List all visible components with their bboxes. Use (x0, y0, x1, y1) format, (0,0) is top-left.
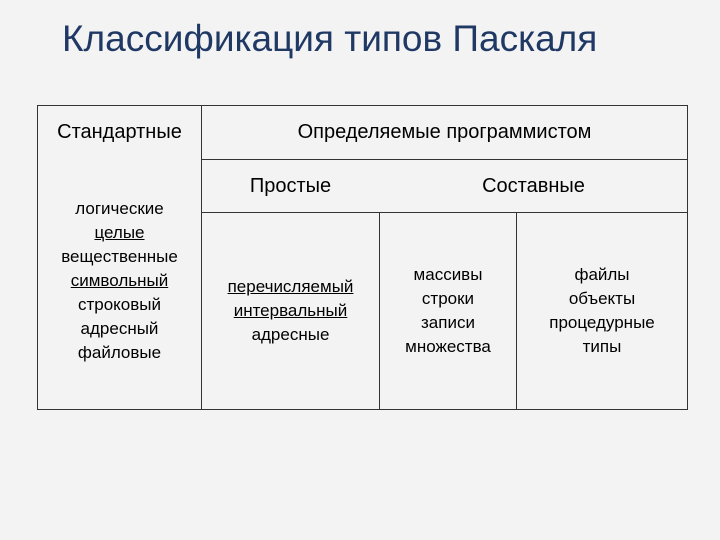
composite-types-list-1 (380, 213, 516, 409)
composite-types-list-2 (517, 213, 687, 409)
list-item: целые (94, 223, 145, 242)
list-item: массивы (413, 265, 483, 284)
list-item: перечисляемый (227, 277, 354, 296)
list-item: строки (421, 289, 475, 308)
list-item: записи (421, 313, 475, 332)
list-item: файлы (574, 265, 630, 284)
header-user-defined: Определяемые программистом (297, 121, 592, 143)
list-item: интервальный (233, 301, 348, 320)
list-item: файловые (77, 343, 162, 362)
slide-title: Классификация типов Паскаля (62, 18, 598, 59)
header-standard: Стандартные (57, 121, 182, 143)
list-item: строковый (77, 295, 161, 314)
simple-types-list (202, 213, 379, 409)
list-item: вещественные (61, 247, 178, 266)
standard-types-list (38, 201, 201, 361)
list-item: адресные (251, 325, 330, 344)
classification-table (37, 105, 688, 410)
header-simple: Простые (249, 174, 332, 197)
header-composite: Составные (482, 174, 585, 197)
list-item: логические (75, 199, 164, 218)
list-item: объекты (568, 289, 636, 308)
list-item: типы (582, 337, 622, 356)
list-item: символьный (70, 271, 169, 290)
list-item: процедурные (549, 313, 655, 332)
list-item: адресный (80, 319, 159, 338)
list-item: множества (405, 337, 491, 356)
